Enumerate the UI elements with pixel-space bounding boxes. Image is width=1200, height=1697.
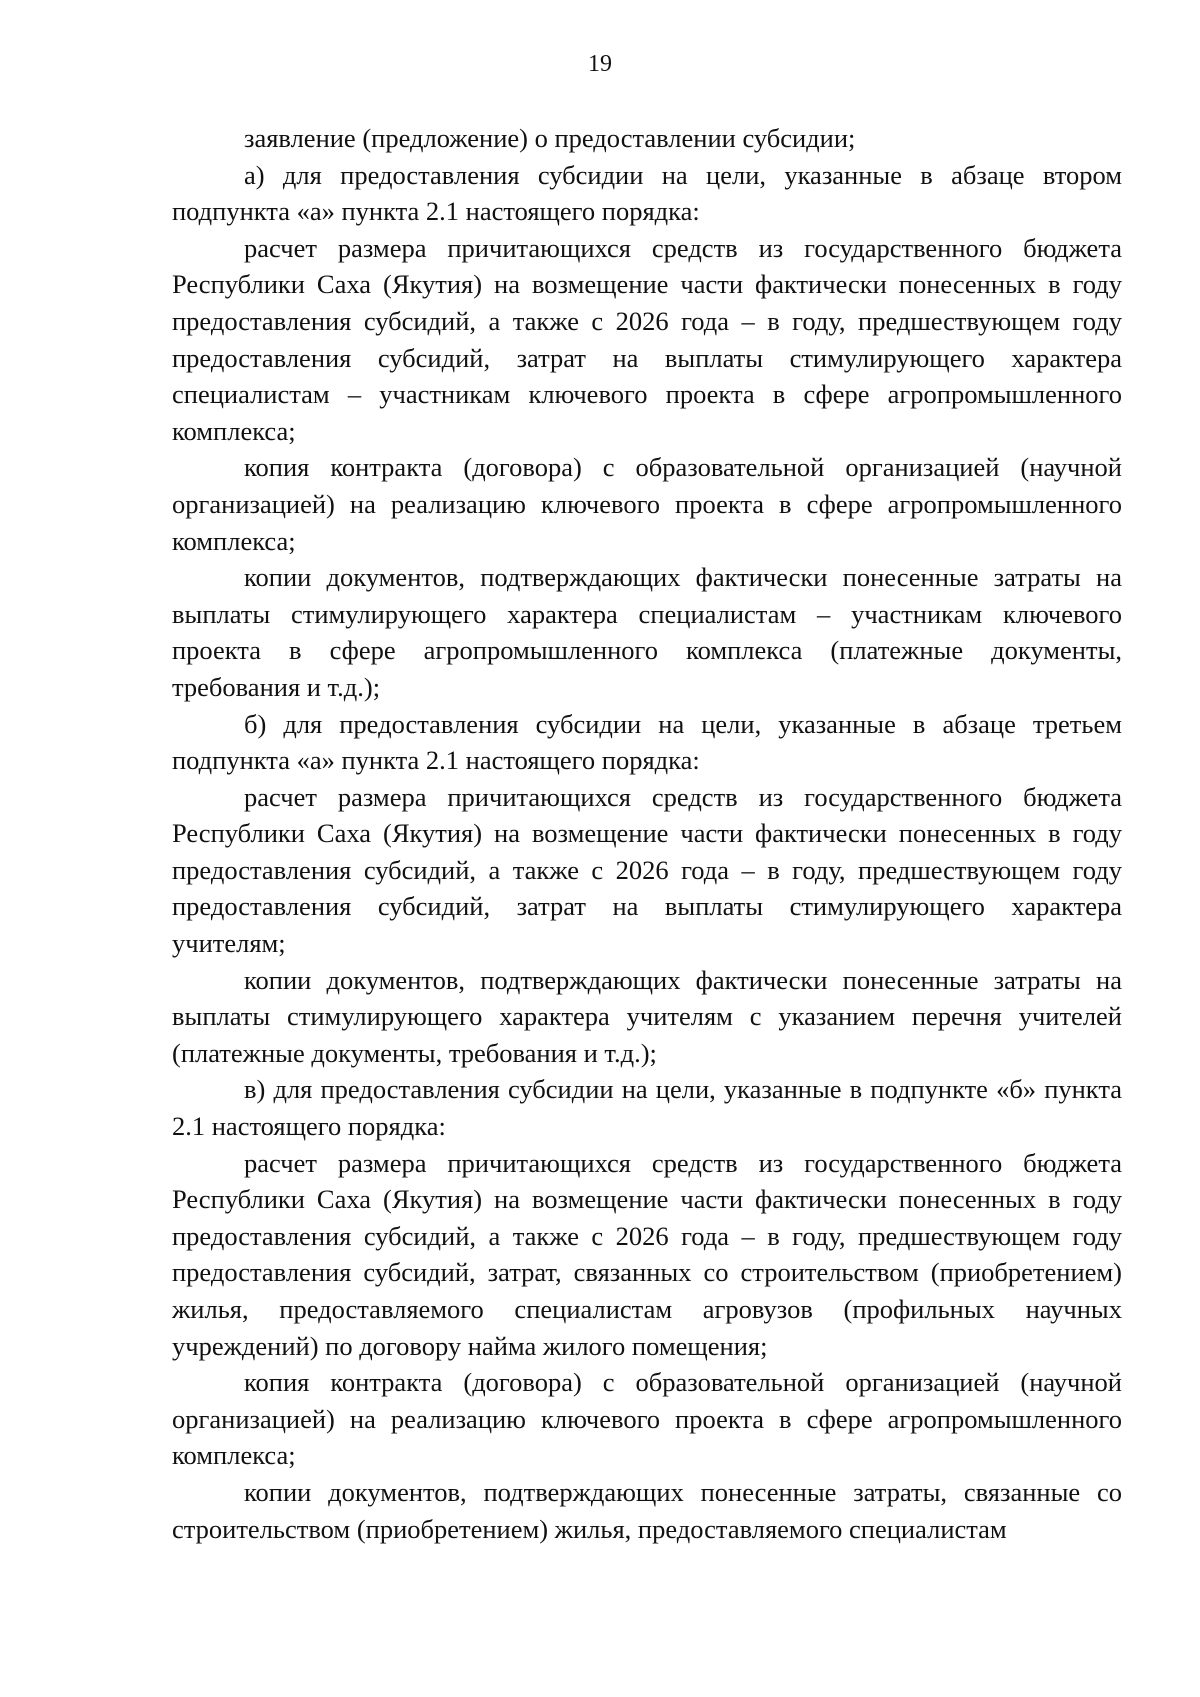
paragraph-contract-copy-1: копия контракта (договора) с образовательной организацией (научной организацией) на реализацию ключевого проекта в сфере агропромышленного комплекса; bbox=[172, 452, 1122, 556]
paragraph-docs-specialists: копии документов, подтверждающих фактически понесенные затраты на выплаты стимулирующего характера специалистам – участникам ключевого проекта в сфере агропромышленного комплекса (платежные документы, требования и т.д.); bbox=[172, 562, 1122, 702]
paragraph-item-b: б) для предоставления субсидии на цели, указанные в абзаце третьем подпункта «а» пункта 2.1 настоящего порядка: bbox=[172, 708, 1122, 776]
paragraph-calc-teachers: расчет размера причитающихся средств из государственного бюджета Республики Саха (Якутия) на возмещение части фактически понесенных в году предоставления субсидий, а также с 2026 года – в году, предшествующем году предоставления субсидий, затрат на выплаты стимулирующего характера учителям; bbox=[172, 781, 1122, 959]
document-body bbox=[172, 120, 1122, 1547]
paragraph-item-v: в) для предоставления субсидии на цели, указанные в подпункте «б» пункта 2.1 настоящего порядка: bbox=[172, 1074, 1122, 1142]
paragraph-docs-teachers: копии документов, подтверждающих фактически понесенные затраты на выплаты стимулирующего характера учителям с указанием перечня учителей (платежные документы, требования и т.д.); bbox=[172, 964, 1122, 1068]
paragraph-contract-copy-2: копия контракта (договора) с образовательной организацией (научной организацией) на реализацию ключевого проекта в сфере агропромышленного комплекса; bbox=[172, 1367, 1122, 1471]
paragraph-calc-housing: расчет размера причитающихся средств из государственного бюджета Республики Саха (Якутия) на возмещение части фактически понесенных в году предоставления субсидий, а также с 2026 года – в году, предшествующем году предоставления субсидий, затрат, связанных со строительством (приобретением) жилья, предоставляемого специалистам агровузов (профильных научных учреждений) по договору найма жилого помещения; bbox=[172, 1147, 1122, 1361]
page-number: 19 bbox=[588, 51, 612, 77]
paragraph-docs-housing: копии документов, подтверждающих понесенные затраты, связанные со строительством (приобретением) жилья, предоставляемого специалистам bbox=[172, 1476, 1122, 1544]
paragraph-application: заявление (предложение) о предоставлении субсидии; bbox=[244, 123, 856, 153]
paragraph-calc-specialists: расчет размера причитающихся средств из государственного бюджета Республики Саха (Якутия) на возмещение части фактически понесенных в году предоставления субсидий, а также с 2026 года – в году, предшествующем году предоставления субсидий, затрат на выплаты стимулирующего характера специалистам – участникам ключевого проекта в сфере агропромышленного комплекса; bbox=[172, 232, 1122, 446]
paragraph-item-a: а) для предоставления субсидии на цели, указанные в абзаце втором подпункта «а» пункта 2.1 настоящего порядка: bbox=[172, 159, 1122, 227]
